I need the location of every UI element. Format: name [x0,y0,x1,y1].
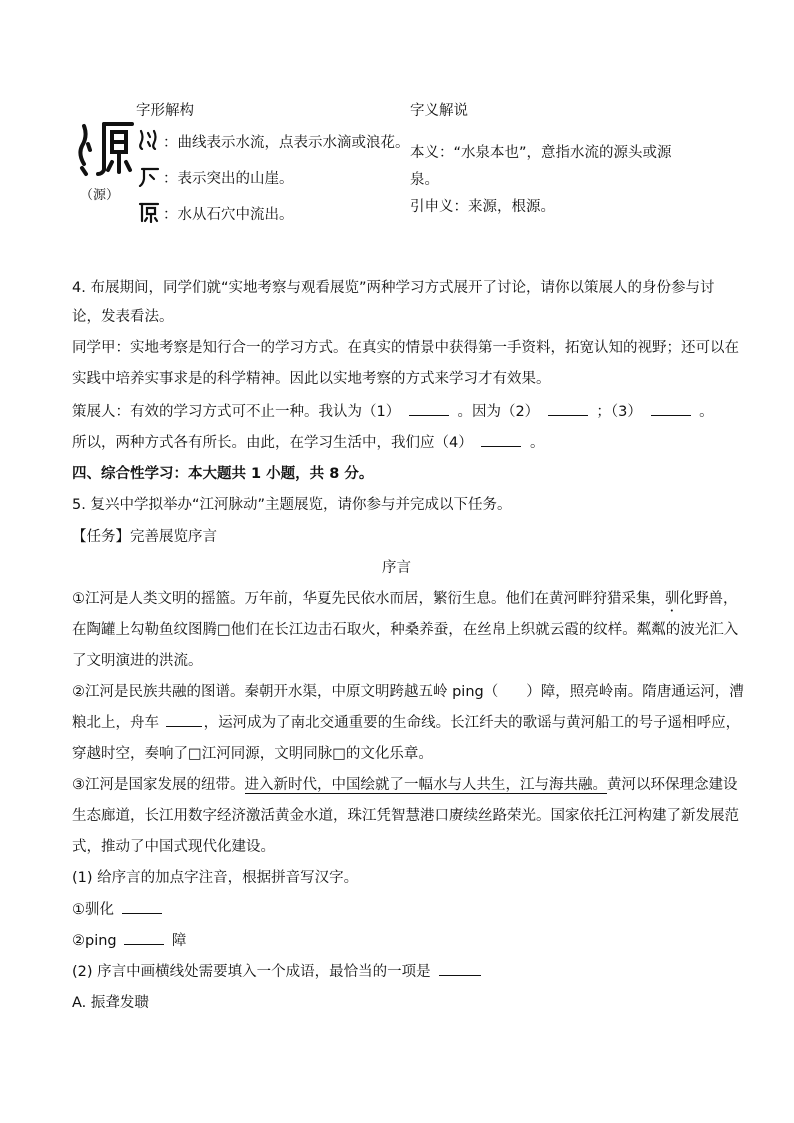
option-a[interactable]: A. 振聋发聩 [72,995,149,1011]
answer-blank-1b[interactable] [124,930,164,945]
spring-radical-seal-image [138,201,160,223]
preface-p2-line2-text-b: ，运河成为了南北交通重要的生命线。长江纤夫的歌谣与黄河船工的号子遥相呼应， [203,715,741,731]
cliff-radical-seal-image [138,165,160,187]
q4-prompt-line1: 4. 布展期间，同学们就“实地考察与观看展览”两种学习方式展开了讨论，请你以策展人的身份参与讨 [72,280,715,296]
meaning-original-line2: 泉。 [410,172,439,188]
q4-curator-text-a: 策展人：有效的学习方式可不止一种。我认为（1） [72,404,401,420]
preface-p1-text-a: ①江河是人类文明的摇篮。万年前，华夏先民依水而居，繁衍生息。他们在黄河畔狩猎采集， [72,591,665,607]
q4-conclusion-text-a: 所以，两种方式各有所长。由此，在学习生活中，我们应（4） [72,435,473,451]
sub-question-1b [72,929,186,950]
q5-task: 【任务】完善展览序言 [72,529,217,545]
q4-student-line2: 实践中培养实事求是的科学精神。因此以实地考察的方式来学习才有效果。 [72,371,551,387]
idiom-blank[interactable] [166,712,202,727]
preface-p2-line2 [72,711,740,732]
preface-p2-line1 [72,680,744,701]
preface-p1-line1 [72,587,738,615]
underlined-sentence: 进入新时代，中国绘就了一幅水与人共生，江与海共融。 [244,777,607,793]
glyph-heading-left: 字形解构 [136,103,194,119]
sub-question-1a [72,898,162,919]
section-four-heading: 四、综合性学习：本大题共 1 小题，共 8 分。 [72,466,374,482]
meaning-extended: 引申义：来源，根源。 [410,199,555,215]
water-radical-seal-image [138,128,160,150]
glyph-heading-right: 字义解说 [410,103,468,119]
preface-p3-line2: 生态廊道，长江用数字经济激活黄金水道，珠江凭智慧港口赓续丝路荣光。国家依托江河构建了新发展范 [72,808,739,824]
q5-intro: 5. 复兴中学拟举办“江河脉动”主题展览，请你参与并完成以下任务。 [72,497,512,513]
q4-blank-4[interactable] [481,432,521,447]
q4-student-line1: 同学甲：实地考察是知行合一的学习方式。在真实的情景中获得第一手资料，拓宽认知的视野；还可以在 [72,340,739,356]
sub-question-1a-text: ①驯化 [72,902,114,918]
q4-curator-text-d: 。 [699,404,714,420]
q4-blank-1[interactable] [409,401,449,416]
preface-title: 序言 [382,560,411,576]
q4-curator-line [72,400,714,421]
preface-p2-text-b: ）障，照亮岭南。隋唐通运河，漕 [526,684,744,700]
q4-curator-text-c: ；（3） [596,404,642,420]
seal-character-yuan-image [78,120,136,178]
answer-blank-2[interactable] [439,961,481,976]
answer-blank-1a[interactable] [122,899,162,914]
sub-question-1: (1) 给序言的加点字注音，根据拼音写汉字。 [72,870,359,886]
preface-p1-line2: 在陶罐上勾勒鱼纹图腾□他们在长江边击石取火，种桑养蚕，在丝帛上织就云霞的纹样。粼粼的波光汇入 [72,622,739,638]
glyph-part-water: ：曲线表示水流，点表示水滴或浪花。 [163,135,410,151]
q4-conclusion-line [72,431,544,452]
sub-question-2-text: (2) 序言中画横线处需要填入一个成语，最恰当的一项是 [72,964,431,980]
seal-caption: （源） [80,188,120,203]
preface-p3-text-a: ③江河是国家发展的纽带。 [72,777,245,793]
preface-p2-text-a: ②江河是民族共融的图谱。秦朝开水渠，中原文明跨越五岭 ping（ [72,684,499,700]
preface-p3-line1 [72,773,738,794]
preface-p2-line2-text-a: 粮北上，舟车 [72,715,159,731]
q4-blank-3[interactable] [651,401,691,416]
preface-p3-text-b: 黄河以环保理念建设 [607,777,738,793]
preface-p2-line3: 穿越时空，奏响了□江河同源，文明同脉□的文化乐章。 [72,746,433,762]
dotted-character: 驯 [665,591,680,607]
meaning-original-line1: 本义：“水泉本也”，意指水流的源头或源 [410,145,672,161]
preface-p1-text-b: 化野兽， [679,591,738,607]
preface-p3-line3: 式，推动了中国式现代化建设。 [72,839,275,855]
q4-conclusion-text-b: 。 [529,435,545,451]
sub-question-2 [72,960,481,981]
q4-prompt-line2: 论，发表看法。 [72,309,174,325]
preface-p1-line3: 了文明演进的洪流。 [72,653,203,669]
sub-question-1b-text-a: ②ping [72,933,117,949]
q4-curator-text-b: 。因为（2） [457,404,540,420]
glyph-part-cliff: ：表示突出的山崖。 [163,171,294,187]
glyph-part-spring: ：水从石穴中流出。 [163,207,294,223]
sub-question-1b-text-b: 障 [171,933,187,949]
q4-blank-2[interactable] [548,401,588,416]
